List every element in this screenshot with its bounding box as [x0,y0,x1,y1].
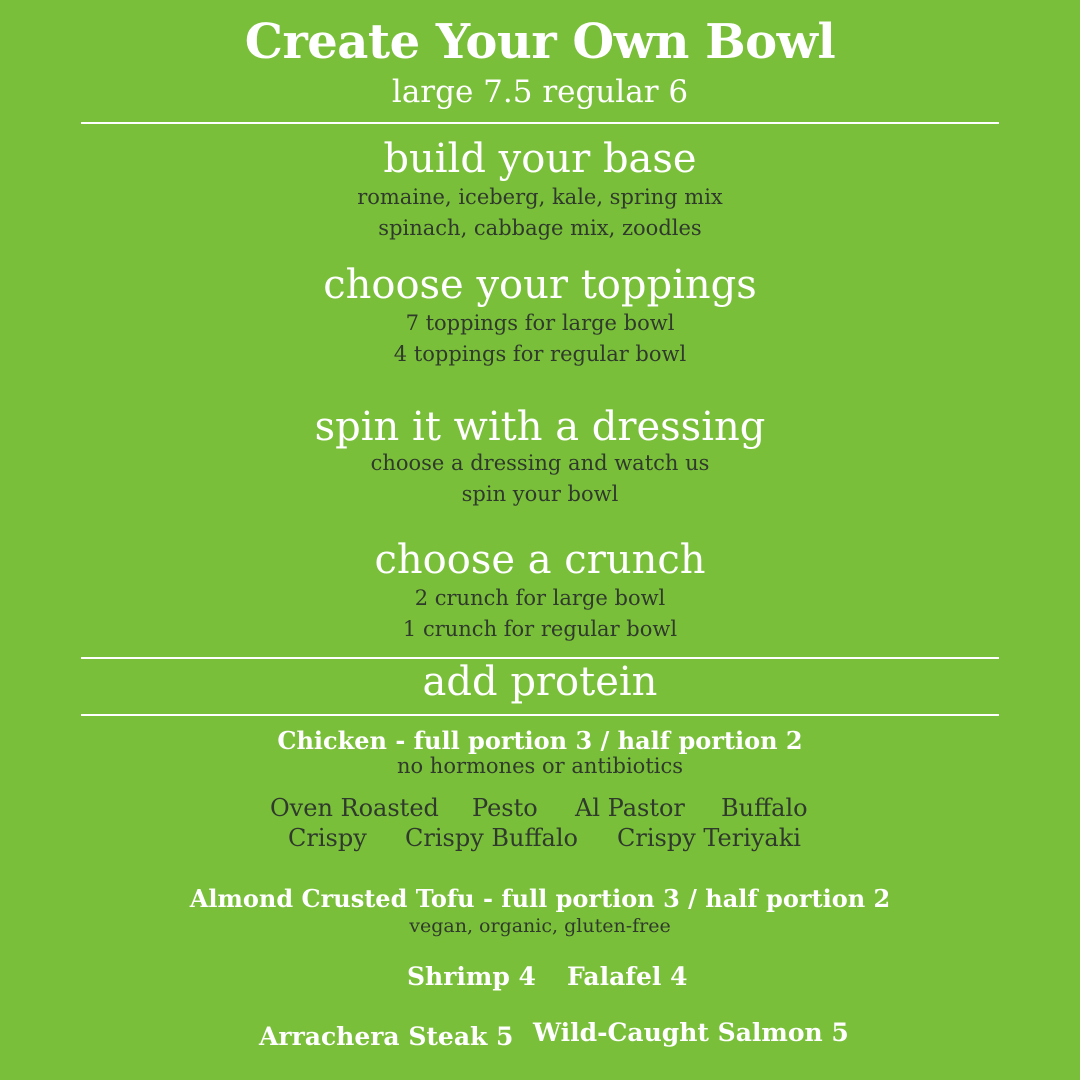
divider-protein-bottom [81,714,999,716]
protein-item-salmon: Wild-Caught Salmon 5 [533,1018,849,1047]
step-dressing-line-2: spin your bowl [461,482,619,506]
step-toppings-title: choose your toppings [323,262,757,308]
step-base-title: build your base [383,136,697,182]
divider-top [81,122,999,124]
protein-title: add protein [422,659,658,705]
step-dressing-line-1: choose a dressing and watch us [370,451,710,475]
chicken-option: Oven Roasted [270,794,439,822]
step-toppings-line-2: 4 toppings for regular bowl [393,342,687,366]
step-base-line-2: spinach, cabbage mix, zoodles [378,216,702,240]
bowl-price: large 7.5 regular 6 [391,74,689,110]
protein-item-falafel: Falafel 4 [567,962,688,991]
chicken-title: Chicken - full portion 3 / half portion 2 [277,726,803,755]
chicken-option: Crispy Buffalo [405,824,578,852]
chicken-option: Buffalo [721,794,808,822]
chicken-option: Pesto [472,794,538,822]
chicken-option: Crispy [288,824,367,852]
step-toppings-line-1: 7 toppings for large bowl [405,311,675,335]
step-crunch-line-1: 2 crunch for large bowl [414,586,666,610]
step-crunch-line-2: 1 crunch for regular bowl [402,617,678,641]
menu-title: Create Your Own Bowl [244,14,836,70]
protein-item-shrimp: Shrimp 4 [407,962,536,991]
protein-item-steak: Arrachera Steak 5 [259,1022,514,1051]
step-dressing-title: spin it with a dressing [314,404,766,450]
step-base-line-1: romaine, iceberg, kale, spring mix [357,185,723,209]
step-crunch-title: choose a crunch [374,537,706,583]
tofu-note: vegan, organic, gluten-free [409,915,671,937]
chicken-note: no hormones or antibiotics [396,754,684,778]
chicken-option: Crispy Teriyaki [617,824,801,852]
chicken-option: Al Pastor [575,794,685,822]
tofu-title: Almond Crusted Tofu - full portion 3 / half portion 2 [189,884,891,913]
